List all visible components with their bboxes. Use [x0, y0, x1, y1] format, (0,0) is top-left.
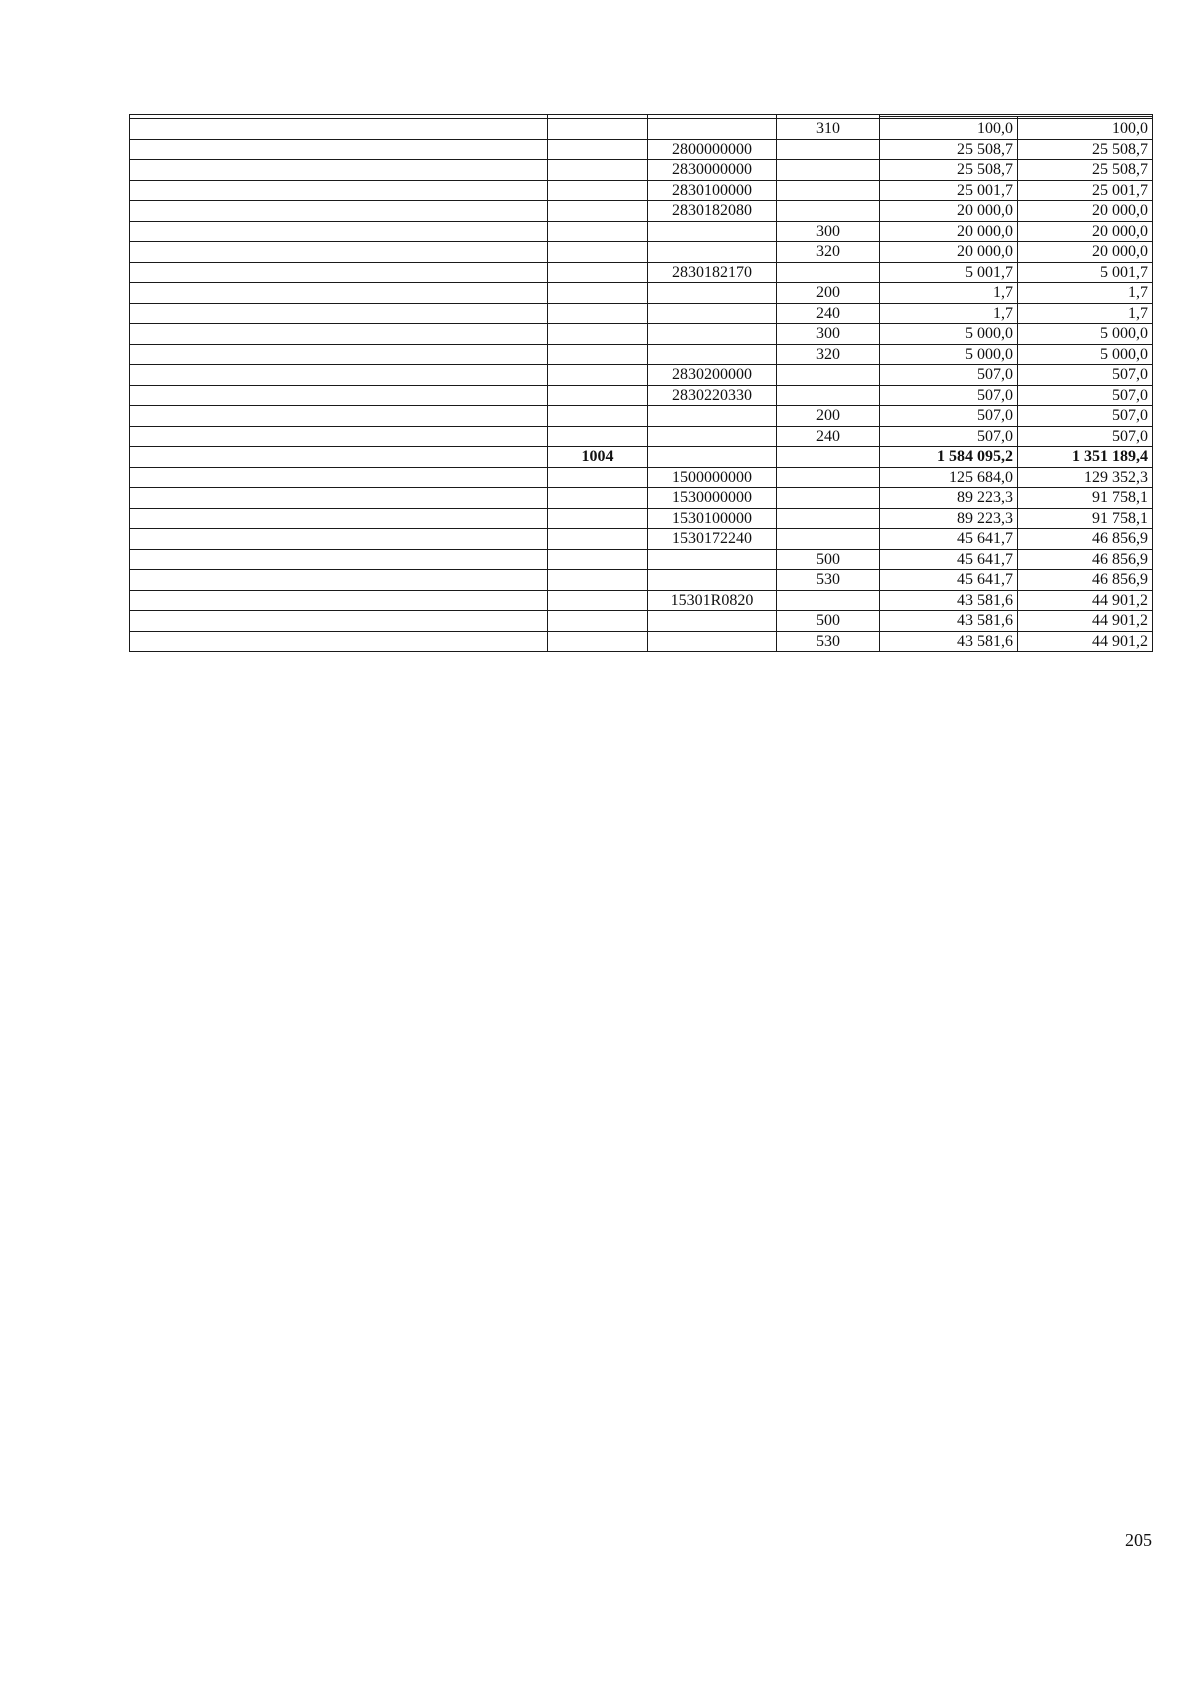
table-row: [130, 262, 1153, 283]
row-sum-2025: 45 641,7: [880, 570, 1018, 591]
row-section: [548, 508, 648, 529]
row-sum-2026: 46 856,9: [1018, 529, 1153, 550]
row-target: 1530100000: [648, 508, 777, 529]
row-kind: 240: [777, 303, 880, 324]
table-row: [130, 467, 1153, 488]
row-sum-2026: 91 758,1: [1018, 508, 1153, 529]
row-sum-2025: 89 223,3: [880, 488, 1018, 509]
row-section: [548, 488, 648, 509]
row-target: 2800000000: [648, 139, 777, 160]
row-name: [130, 426, 548, 447]
row-kind: [777, 447, 880, 468]
row-section: [548, 221, 648, 242]
row-kind: 500: [777, 611, 880, 632]
row-sum-2025: 1,7: [880, 303, 1018, 324]
row-sum-2025: 507,0: [880, 426, 1018, 447]
row-target: [648, 447, 777, 468]
row-sum-2026: 25 001,7: [1018, 180, 1153, 201]
row-name: [130, 467, 548, 488]
table-row: [130, 119, 1153, 140]
row-sum-2026: 129 352,3: [1018, 467, 1153, 488]
row-name: [130, 119, 548, 140]
row-section: [548, 242, 648, 263]
row-section: [548, 611, 648, 632]
table-row: [130, 365, 1153, 386]
row-kind: [777, 201, 880, 222]
row-kind: 240: [777, 426, 880, 447]
row-target: 15301R0820: [648, 590, 777, 611]
row-section: [548, 426, 648, 447]
row-sum-2026: 1,7: [1018, 303, 1153, 324]
row-target: 1500000000: [648, 467, 777, 488]
row-section: [548, 570, 648, 591]
row-sum-2025: 45 641,7: [880, 549, 1018, 570]
row-target: 2830000000: [648, 160, 777, 181]
row-kind: [777, 385, 880, 406]
table-row: [130, 611, 1153, 632]
row-target: [648, 570, 777, 591]
row-sum-2026: 5 000,0: [1018, 324, 1153, 345]
row-kind: [777, 529, 880, 550]
row-sum-2026: 46 856,9: [1018, 570, 1153, 591]
row-target: [648, 631, 777, 652]
row-sum-2026: 100,0: [1018, 119, 1153, 140]
row-section: [548, 549, 648, 570]
budget-table: [129, 114, 1153, 652]
row-name: [130, 262, 548, 283]
row-section: [548, 365, 648, 386]
row-section: 1004: [548, 447, 648, 468]
row-name: [130, 508, 548, 529]
row-name: [130, 283, 548, 304]
row-name: [130, 221, 548, 242]
table-row: [130, 426, 1153, 447]
row-sum-2026: 1,7: [1018, 283, 1153, 304]
row-sum-2026: 44 901,2: [1018, 590, 1153, 611]
row-name: [130, 590, 548, 611]
row-kind: [777, 180, 880, 201]
row-kind: 200: [777, 283, 880, 304]
row-target: 2830182080: [648, 201, 777, 222]
row-sum-2025: 507,0: [880, 385, 1018, 406]
row-section: [548, 406, 648, 427]
row-name: [130, 529, 548, 550]
row-sum-2025: 5 001,7: [880, 262, 1018, 283]
row-target: [648, 119, 777, 140]
table-row: [130, 344, 1153, 365]
row-section: [548, 139, 648, 160]
row-sum-2025: 25 001,7: [880, 180, 1018, 201]
row-sum-2025: 507,0: [880, 406, 1018, 427]
row-target: [648, 426, 777, 447]
row-name: [130, 570, 548, 591]
row-sum-2025: 5 000,0: [880, 324, 1018, 345]
table-row: [130, 549, 1153, 570]
row-sum-2025: 43 581,6: [880, 590, 1018, 611]
row-name: [130, 344, 548, 365]
table-row: [130, 303, 1153, 324]
table-row: [130, 324, 1153, 345]
table-row: [130, 447, 1153, 468]
row-kind: [777, 262, 880, 283]
row-target: 1530000000: [648, 488, 777, 509]
table-row: [130, 488, 1153, 509]
row-section: [548, 344, 648, 365]
table-row: [130, 283, 1153, 304]
row-kind: 300: [777, 324, 880, 345]
row-name: [130, 180, 548, 201]
row-name: [130, 385, 548, 406]
row-section: [548, 529, 648, 550]
row-kind: [777, 488, 880, 509]
row-sum-2025: 25 508,7: [880, 160, 1018, 181]
table-row: [130, 180, 1153, 201]
row-section: [548, 631, 648, 652]
row-target: 2830200000: [648, 365, 777, 386]
row-target: 1530172240: [648, 529, 777, 550]
row-name: [130, 406, 548, 427]
row-sum-2026: 507,0: [1018, 365, 1153, 386]
row-kind: 320: [777, 242, 880, 263]
row-sum-2026: 25 508,7: [1018, 139, 1153, 160]
row-kind: 530: [777, 570, 880, 591]
row-sum-2026: 5 001,7: [1018, 262, 1153, 283]
row-sum-2025: 20 000,0: [880, 221, 1018, 242]
row-section: [548, 119, 648, 140]
row-sum-2026: 46 856,9: [1018, 549, 1153, 570]
row-sum-2026: 20 000,0: [1018, 201, 1153, 222]
row-name: [130, 324, 548, 345]
table-row: [130, 406, 1153, 427]
row-kind: [777, 139, 880, 160]
row-kind: [777, 365, 880, 386]
row-kind: [777, 160, 880, 181]
table-row: [130, 221, 1153, 242]
table-row: [130, 529, 1153, 550]
row-section: [548, 160, 648, 181]
table-row: [130, 570, 1153, 591]
row-name: [130, 447, 548, 468]
row-target: [648, 283, 777, 304]
row-target: [648, 221, 777, 242]
row-sum-2025: 89 223,3: [880, 508, 1018, 529]
row-target: 2830100000: [648, 180, 777, 201]
table-row: [130, 385, 1153, 406]
row-target: [648, 242, 777, 263]
row-sum-2026: 25 508,7: [1018, 160, 1153, 181]
row-sum-2026: 507,0: [1018, 406, 1153, 427]
row-sum-2026: 44 901,2: [1018, 611, 1153, 632]
row-sum-2026: 507,0: [1018, 385, 1153, 406]
row-sum-2025: 25 508,7: [880, 139, 1018, 160]
row-sum-2025: 20 000,0: [880, 201, 1018, 222]
row-name: [130, 549, 548, 570]
row-sum-2026: 5 000,0: [1018, 344, 1153, 365]
row-kind: 300: [777, 221, 880, 242]
row-sum-2025: 43 581,6: [880, 631, 1018, 652]
row-kind: 310: [777, 119, 880, 140]
row-target: [648, 303, 777, 324]
row-target: [648, 611, 777, 632]
row-target: 2830182170: [648, 262, 777, 283]
row-kind: 320: [777, 344, 880, 365]
row-kind: [777, 508, 880, 529]
row-sum-2026: 44 901,2: [1018, 631, 1153, 652]
row-kind: [777, 467, 880, 488]
row-sum-2025: 100,0: [880, 119, 1018, 140]
row-kind: 500: [777, 549, 880, 570]
table-row: [130, 590, 1153, 611]
row-section: [548, 324, 648, 345]
row-kind: 530: [777, 631, 880, 652]
row-sum-2025: 43 581,6: [880, 611, 1018, 632]
table-row: [130, 508, 1153, 529]
table-row: [130, 631, 1153, 652]
row-section: [548, 303, 648, 324]
row-target: 2830220330: [648, 385, 777, 406]
row-sum-2025: 125 684,0: [880, 467, 1018, 488]
row-target: [648, 344, 777, 365]
row-name: [130, 631, 548, 652]
row-kind: [777, 590, 880, 611]
row-section: [548, 180, 648, 201]
row-name: [130, 611, 548, 632]
row-name: [130, 488, 548, 509]
row-target: [648, 324, 777, 345]
row-sum-2025: 45 641,7: [880, 529, 1018, 550]
row-target: [648, 406, 777, 427]
table-row: [130, 242, 1153, 263]
row-sum-2025: 1 584 095,2: [880, 447, 1018, 468]
table-body: [130, 119, 1153, 652]
table-row: [130, 139, 1153, 160]
row-sum-2026: 1 351 189,4: [1018, 447, 1153, 468]
row-name: [130, 242, 548, 263]
row-section: [548, 262, 648, 283]
row-sum-2026: 20 000,0: [1018, 242, 1153, 263]
row-name: [130, 139, 548, 160]
row-kind: 200: [777, 406, 880, 427]
row-name: [130, 303, 548, 324]
row-sum-2026: 507,0: [1018, 426, 1153, 447]
page-number: 205: [1125, 1530, 1152, 1550]
row-sum-2026: 91 758,1: [1018, 488, 1153, 509]
row-sum-2025: 20 000,0: [880, 242, 1018, 263]
row-section: [548, 467, 648, 488]
row-section: [548, 590, 648, 611]
row-section: [548, 201, 648, 222]
row-target: [648, 549, 777, 570]
table-row: [130, 160, 1153, 181]
row-name: [130, 160, 548, 181]
row-section: [548, 385, 648, 406]
row-sum-2025: 507,0: [880, 365, 1018, 386]
row-name: [130, 365, 548, 386]
row-sum-2025: 5 000,0: [880, 344, 1018, 365]
row-sum-2026: 20 000,0: [1018, 221, 1153, 242]
table-row: [130, 201, 1153, 222]
row-name: [130, 201, 548, 222]
row-section: [548, 283, 648, 304]
row-sum-2025: 1,7: [880, 283, 1018, 304]
